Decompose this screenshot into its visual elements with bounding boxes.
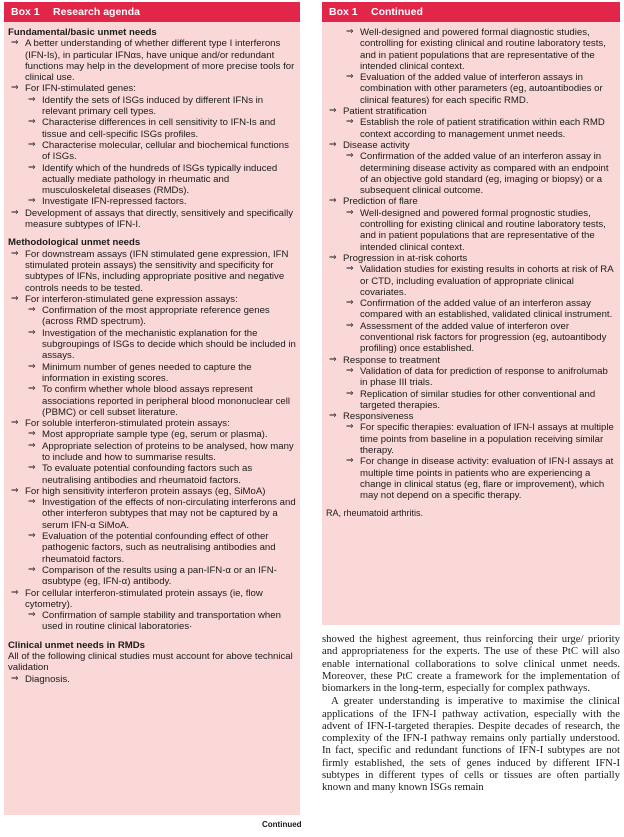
item-text: Replication of similar studies for other conventional and targeted therapies.: [360, 388, 596, 411]
arrow-icon: ⇒: [28, 531, 36, 542]
sub-list-item: [326, 208, 616, 253]
section-spacer: [8, 633, 296, 640]
arrow-icon: ⇒: [28, 94, 36, 105]
arrow-icon: ⇒: [11, 207, 19, 218]
item-text: Progression in at-risk cohorts: [343, 252, 468, 264]
item-text: Patient stratification: [343, 106, 427, 118]
research-agenda-box-continued: [322, 2, 620, 625]
sub-list-item: [326, 117, 616, 140]
item-text: To evaluate potential confounding factors such as neutralising antibodies and rheumatoid factors.: [42, 463, 253, 486]
box-title: Research agenda: [53, 6, 140, 18]
section-spacer: [8, 230, 296, 237]
arrow-icon: ⇒: [28, 440, 36, 451]
arrow-icon: ⇒: [346, 456, 354, 467]
item-text: Well-designed and powered formal diagnostic studies, controlling for existing clinical and routine laboratory tests, and in patient populations that are representative of the intended clinical context.: [360, 27, 606, 72]
sub-list-item: [326, 72, 616, 106]
list-item: [8, 208, 296, 231]
item-text: Establish the role of patient stratification within each RMD context according to management unmet needs.: [360, 117, 605, 140]
item-text: Well-designed and powered formal prognostic studies, controlling for existing clinical and routine laboratory tests, and in patient populations that are representative of the intended clinical context.: [360, 207, 606, 253]
arrow-icon: ⇒: [329, 252, 337, 263]
list-item: [8, 418, 296, 429]
list-item: [326, 106, 616, 117]
item-text: Development of assays that directly, sensitively and specifically measure subtypes of IFN-I.: [25, 207, 294, 231]
arrow-icon: ⇒: [11, 38, 19, 49]
box-number: Box 1: [329, 6, 358, 18]
item-text: Identify the sets of ISGs induced by different IFNs in relevant primary cell types.: [42, 94, 264, 118]
item-text: Validation studies for existing results in cohorts at risk of RA or CTD, including evaluation of appropriate clinical covariates.: [360, 264, 614, 298]
box-footnote: RA, rheumatoid arthritis.: [326, 508, 424, 519]
item-text: Response to treatment: [343, 354, 441, 366]
item-text: Investigation of the effects of non-circulating interferons and other interferon subtypes that may not be captured by a serum IFN-α SiMoA.: [42, 497, 296, 531]
arrow-icon: ⇒: [28, 117, 36, 128]
arrow-icon: ⇒: [11, 293, 19, 304]
item-text: Appropriate selection of proteins to be analysed, how many to include and how to summarise results.: [42, 440, 294, 463]
arrow-icon: ⇒: [28, 361, 36, 372]
arrow-icon: ⇒: [346, 117, 354, 128]
box-header: [322, 2, 620, 22]
item-text: Minimum number of genes needed to capture the information in existing scores.: [42, 361, 252, 384]
item-text: Characterise differences in cell sensitivity to IFN-Is and tissue and cell-specific ISGs profiles.: [42, 117, 276, 140]
arrow-icon: ⇒: [28, 610, 36, 621]
list-item: [326, 253, 616, 264]
arrow-icon: ⇒: [329, 411, 337, 422]
item-text: Characterise molecular, cellular and biochemical functions of ISGs.: [42, 139, 289, 163]
item-text: Confirmation of the most appropriate reference genes (across RMD spectrum).: [42, 305, 270, 328]
sub-list-item: [8, 362, 296, 385]
item-text: For high sensitivity interferon protein assays (eg, SiMoA): [25, 485, 266, 497]
arrow-icon: ⇒: [28, 564, 36, 575]
arrow-icon: ⇒: [11, 485, 19, 496]
section-heading: Fundamental/basic unmet needs: [8, 27, 157, 38]
item-text: For cellular interferon-stimulated protein assays (ie, flow cytometry).: [25, 587, 263, 610]
box-number: Box 1: [11, 6, 40, 18]
box-content: [322, 22, 620, 625]
item-text: For change in disease activity: evaluation of IFN-I assays at multiple time points in patients who are experiencing a change in clinical status (eg, flare or improvement), which may not depend on a specific therapy.: [360, 456, 614, 502]
item-text: For specific therapies: evaluation of IFN-I assays at multiple time points from baseline in a population receiving similar therapy.: [360, 422, 614, 456]
item-text: Evaluation of the potential confounding effect of other pathogenic factors, such as neutralising antibodies and rheumatoid factors.: [42, 531, 276, 565]
item-text: For downstream assays (IFN stimulated gene expression, IFN stimulated protein assays) the sensitivity and specificity for subtypes of IFNs, including appropriate positive and negative controls needs to be tested.: [25, 248, 289, 294]
item-text: Confirmation of sample stability and transportation when used in routine clinical laboratories·: [42, 610, 281, 633]
sub-list-item: [8, 610, 296, 633]
sub-list-item: [8, 531, 296, 565]
list-item: [8, 674, 296, 685]
arrow-icon: ⇒: [346, 151, 354, 162]
sub-list-item: [8, 328, 296, 362]
item-text: To confirm whether whole blood assays represent associations reported in peripheral blood mononuclear cell (PBMC) or cell subset literature.: [42, 384, 290, 418]
item-text: Most appropriate sample type (eg, serum or plasma).: [42, 429, 268, 441]
box-title: Continued: [371, 6, 423, 18]
arrow-icon: ⇒: [28, 463, 36, 474]
sub-list-item: [326, 264, 616, 298]
item-text: Investigate IFN-repressed factors.: [42, 196, 187, 208]
item-text: For soluble interferon-stimulated protein assays:: [25, 418, 230, 430]
arrow-icon: ⇒: [28, 305, 36, 316]
body-text: [322, 633, 620, 793]
list-item: [8, 294, 296, 305]
sub-list-item: [8, 95, 296, 118]
arrow-icon: ⇒: [28, 196, 36, 207]
arrow-icon: ⇒: [28, 139, 36, 150]
arrow-icon: ⇒: [329, 196, 337, 207]
arrow-icon: ⇒: [346, 422, 354, 433]
list-item: [8, 38, 296, 83]
sub-list-item: [8, 117, 296, 140]
item-text: Diagnosis.: [25, 673, 70, 685]
arrow-icon: ⇒: [329, 139, 337, 150]
arrow-icon: ⇒: [11, 83, 19, 94]
list-item: [8, 83, 296, 94]
arrow-icon: ⇒: [11, 587, 19, 598]
sub-list-item: [8, 497, 296, 531]
item-text: For interferon-stimulated gene expression assays:: [25, 293, 238, 305]
arrow-icon: ⇒: [329, 354, 337, 365]
list-item: [8, 588, 296, 611]
sub-list-item: [326, 366, 616, 389]
arrow-icon: ⇒: [346, 264, 354, 275]
list-item: [326, 196, 616, 207]
arrow-icon: ⇒: [346, 27, 354, 37]
section-heading: Clinical unmet needs in RMDs: [8, 639, 146, 651]
sub-list-item: [8, 463, 296, 486]
item-text: Comparison of the results using a pan-IFN-α or an IFN-αsubtype (eg, IFN-α) antibody.: [42, 564, 277, 588]
item-text: Identify which of the hundreds of ISGs typically induced actually mediate pathology in rheumatic and musculoskeletal diseases (RMDs).: [42, 162, 278, 197]
sub-list-item: [8, 429, 296, 440]
arrow-icon: ⇒: [346, 72, 354, 83]
item-text: Assessment of the added value of interferon over conventional risk factors for progression (eg, autoantibody profiling) once established.: [360, 320, 607, 355]
list-item: [326, 140, 616, 151]
arrow-icon: ⇒: [28, 429, 36, 440]
arrow-icon: ⇒: [28, 162, 36, 173]
list-item: [326, 355, 616, 366]
sub-list-item: [8, 565, 296, 588]
continued-label: Continued: [262, 820, 302, 829]
arrow-icon: ⇒: [329, 106, 337, 117]
arrow-icon: ⇒: [346, 207, 354, 218]
item-text: Prediction of flare: [343, 196, 418, 208]
sub-list-item: [8, 140, 296, 163]
arrow-icon: ⇒: [28, 327, 36, 338]
item-text: Confirmation of the added value of an interferon assay in determining disease activity as compared with an endpoint of an objective gold standard (eg, imaging or biopsy) or a subsequent clinical outcome.: [360, 151, 609, 197]
list-item: [8, 249, 296, 294]
arrow-icon: ⇒: [346, 320, 354, 331]
item-text: Validation of data for prediction of response to anifrolumab in phase III trials.: [360, 365, 608, 389]
sub-list-item: [326, 151, 616, 196]
sub-list-item: [8, 196, 296, 207]
sub-list-item: [8, 305, 296, 328]
box-header: [4, 2, 300, 22]
item-text: Investigation of the mechanistic explanation for the subgroupings of ISGs to decide which should be included in assays.: [42, 327, 296, 362]
item-text: Evaluation of the added value of interferon assays in combination with other parameters (eg, autoantibodies or clinical features) for each specific RMD.: [360, 72, 603, 106]
list-item: [326, 411, 616, 422]
item-text: Disease activity: [343, 139, 410, 151]
arrow-icon: ⇒: [11, 673, 19, 684]
arrow-icon: ⇒: [11, 248, 19, 259]
arrow-icon: ⇒: [28, 497, 36, 508]
item-text: For IFN-stimulated genes:: [25, 83, 136, 95]
sub-list-item: [326, 389, 616, 412]
arrow-icon: ⇒: [28, 384, 36, 395]
arrow-icon: ⇒: [346, 298, 354, 309]
section-intro: All of the following clinical studies must account for above technical validation: [8, 651, 293, 674]
research-agenda-box: [4, 2, 300, 815]
arrow-icon: ⇒: [346, 388, 354, 399]
body-paragraph: A greater understanding is imperative to maximise the clinical applications of the IFN-I pathway activation, especially with the advent of IFN-I-targeted therapies. Despite decades of research, the complexity of the IFN-I pathway remains only partially understood. In fact, specific and redundant functions of IFN-I subtypes are not firmly established, the sets of genes induced by different IFN-I subtypes in different types of cells or tissues are often partially known and many known ISGs remain: [322, 695, 620, 793]
sub-list-item: [8, 441, 296, 464]
sub-list-item: [326, 27, 616, 72]
list-item: [8, 486, 296, 497]
box-content: [4, 22, 300, 815]
sub-list-item: [326, 422, 616, 456]
arrow-icon: ⇒: [11, 418, 19, 429]
sub-list-item: [326, 321, 616, 355]
sub-list-item: [326, 456, 616, 501]
section-heading: Methodological unmet needs: [8, 237, 141, 249]
item-text: Confirmation of the added value of an interferon assay compared with an established, validated clinical instrument.: [360, 298, 613, 321]
sub-list-item: [326, 298, 616, 321]
sub-list-item: [8, 384, 296, 418]
item-text: A better understanding of whether different type I interferons (IFN-Is), in particular IFNαs, have unique and/or redundant functions may help in the development of more precise tools for clinical use.: [25, 38, 295, 84]
item-text: Responsiveness: [343, 411, 414, 423]
sub-list-item: [8, 163, 296, 197]
body-paragraph: showed the highest agreement, thus reinforcing their urge/ priority and appropriateness for the experts. The use of these PtC will also enable international collaborations to solve clinical unmet needs. Moreover, these PtC create a framework for the implementation of biomarkers in the long-term, especially for complex pathways.: [322, 633, 620, 694]
arrow-icon: ⇒: [346, 365, 354, 376]
